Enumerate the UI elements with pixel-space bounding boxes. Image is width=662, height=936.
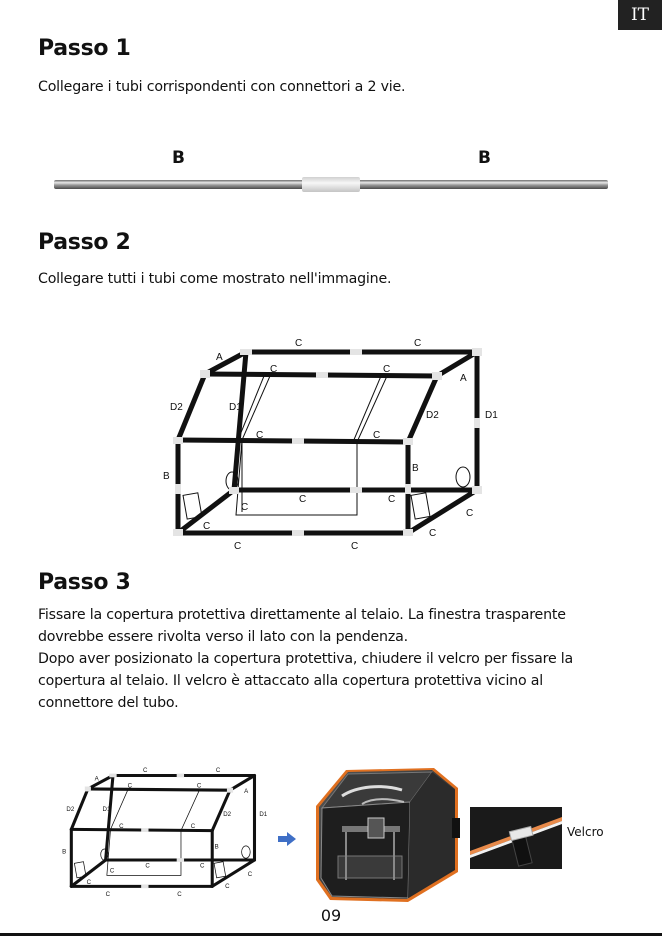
- svg-text:C: C: [145, 862, 150, 870]
- svg-text:D2: D2: [426, 410, 439, 421]
- svg-text:C: C: [190, 823, 196, 831]
- svg-text:C: C: [373, 430, 381, 441]
- svg-text:C: C: [234, 541, 242, 552]
- svg-text:D2: D2: [170, 402, 183, 413]
- step1-text: Collegare i tubi corrispondenti con connettori a 2 vie.: [38, 79, 406, 95]
- velcro-label: Velcro: [567, 825, 604, 839]
- step1-title: Passo 1: [38, 36, 131, 61]
- frame-assembly-diagram: [160, 330, 510, 552]
- svg-text:C: C: [203, 521, 211, 532]
- tube-left: [54, 180, 304, 189]
- svg-text:A: A: [244, 788, 249, 796]
- two-way-connector: [302, 177, 360, 192]
- svg-text:C: C: [225, 883, 230, 891]
- tube-connection-illustration: [50, 174, 612, 196]
- svg-text:D1: D1: [102, 806, 111, 814]
- svg-text:C: C: [86, 878, 92, 886]
- svg-text:C: C: [466, 508, 474, 519]
- svg-text:C: C: [119, 823, 124, 831]
- step2-text: Collegare tutti i tubi come mostrato nell'immagine.: [38, 271, 392, 287]
- frame-diagram-small: [60, 762, 275, 898]
- svg-text:C: C: [199, 862, 205, 870]
- language-badge: IT: [618, 0, 662, 30]
- svg-text:C: C: [388, 494, 396, 505]
- svg-text:C: C: [414, 338, 422, 349]
- svg-text:C: C: [142, 766, 148, 774]
- svg-text:C: C: [109, 867, 115, 875]
- svg-text:B: B: [214, 843, 219, 851]
- svg-text:D2: D2: [66, 806, 75, 814]
- svg-text:A: A: [216, 352, 223, 363]
- svg-text:C: C: [429, 528, 437, 539]
- svg-text:C: C: [177, 891, 182, 898]
- svg-text:C: C: [295, 338, 303, 349]
- page-number: 09: [320, 906, 342, 925]
- svg-text:C: C: [270, 364, 278, 375]
- svg-text:C: C: [196, 782, 202, 790]
- enclosure-photo: [312, 760, 464, 905]
- svg-text:C: C: [299, 494, 307, 505]
- svg-text:C: C: [105, 891, 111, 898]
- svg-text:B: B: [412, 463, 419, 474]
- svg-text:C: C: [241, 502, 249, 513]
- svg-text:A: A: [94, 775, 99, 783]
- svg-text:C: C: [215, 766, 221, 774]
- svg-text:D1: D1: [259, 810, 268, 818]
- svg-text:B: B: [62, 848, 67, 856]
- svg-text:D1: D1: [485, 410, 498, 421]
- svg-text:D2: D2: [223, 810, 232, 818]
- svg-text:B: B: [163, 471, 170, 482]
- svg-text:C: C: [383, 364, 391, 375]
- svg-text:C: C: [127, 782, 133, 790]
- svg-text:C: C: [256, 430, 264, 441]
- tube-label-right: B: [478, 148, 491, 168]
- step3-text: Fissare la copertura protettiva direttamente al telaio. La finestra trasparente dovrebbe essere rivolta verso il lato con la pendenza. Dopo aver posizionato la copertura protettiva, chiudere il velcro per fissare la copertura al telaio. Il velcro è attaccato alla copertura protettiva vicino al connettore del tubo.: [38, 607, 574, 711]
- svg-text:C: C: [247, 870, 253, 878]
- velcro-detail-photo: [470, 807, 562, 869]
- step3-title: Passo 3: [38, 570, 131, 595]
- svg-text:A: A: [460, 373, 467, 384]
- tube-label-left: B: [172, 148, 185, 168]
- step2-title: Passo 2: [38, 230, 131, 255]
- svg-text:C: C: [351, 541, 359, 552]
- arrow-right-icon: [278, 832, 298, 846]
- svg-text:D1: D1: [229, 402, 242, 413]
- tube-right: [358, 180, 608, 189]
